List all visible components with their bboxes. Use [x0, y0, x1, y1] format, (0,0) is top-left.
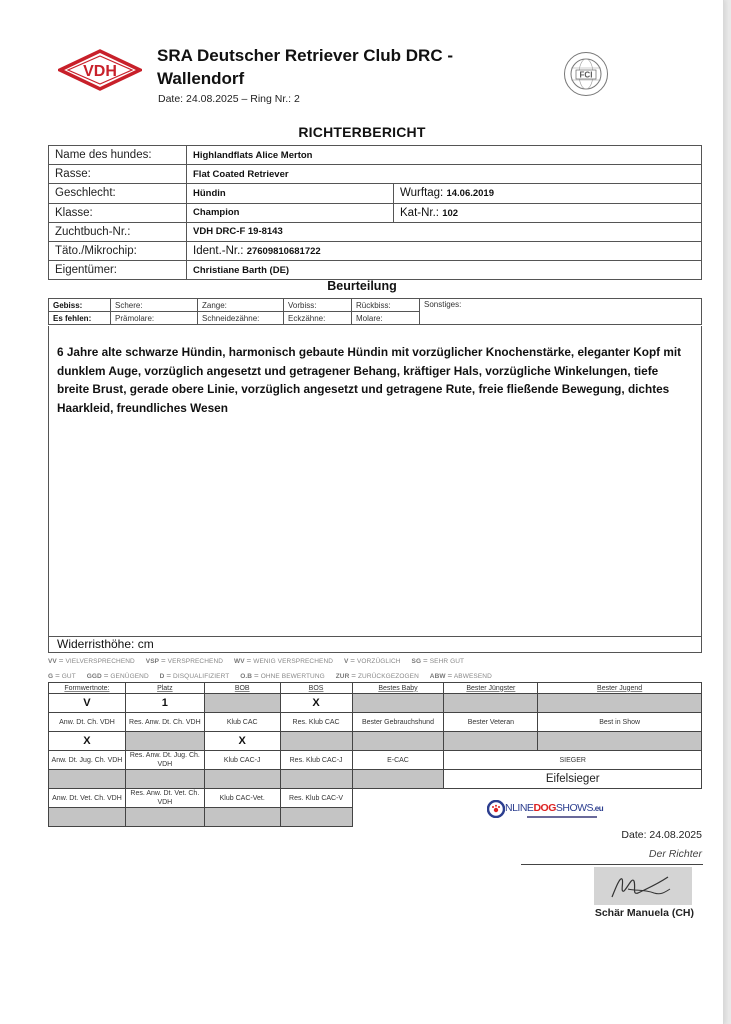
dog-class: Champion: [187, 203, 394, 222]
chip-label: Täto./Mikrochip:: [49, 241, 187, 260]
report-title: RICHTERBERICHT: [298, 124, 426, 140]
placement-value: 1: [125, 694, 204, 713]
breed-label: Rasse:: [49, 165, 187, 184]
legend-abbr: O.B: [240, 673, 253, 680]
owner-label: Eigentümer:: [49, 261, 187, 280]
title-value: [280, 732, 352, 751]
teeth-cell: Eckzähne:: [284, 312, 352, 325]
assessment-text: 6 Jahre alte schwarze Hündin, harmonisch gebaute Hündin mit vorzüglicher Knochenstärke, eleganter Kopf mit dunklem Auge, vorzüglich angesetzt und getragener Behang, kräftiger Hals, vorzügliche Winkelungen, tiefe breite Brust, gerade obere Linie, vorzüglich angesetzt und getragene Rute, freie fließende Bewegung, dichtes Haarkleid, freundliches Wesen: [48, 326, 702, 637]
table-row: [49, 770, 702, 789]
missing-label: Es fehlen:: [49, 312, 111, 325]
legend-abbr: VV: [48, 658, 57, 665]
title-label: Bester Veteran: [444, 713, 538, 732]
table-row: [49, 241, 702, 260]
onlinedogshows-wordmark: NLINEDOGSHOWS.eu: [505, 802, 604, 814]
title-label: Klub CAC-Vet.: [204, 789, 280, 808]
dog-sex: Hündin: [187, 184, 394, 203]
teeth-label: Gebiss:: [49, 299, 111, 312]
title-label: Best in Show: [538, 713, 702, 732]
catalog-label: Kat-Nr.:: [400, 206, 439, 219]
judge-name: Schär Manuela (CH): [594, 907, 694, 919]
teeth-cell: Rückbiss:: [352, 299, 420, 312]
table-row: [49, 299, 702, 312]
legend-abbr: G: [48, 673, 54, 680]
title-label: Anw. Dt. Ch. VDH: [49, 713, 126, 732]
title-value: [125, 808, 204, 827]
grade-value: V: [49, 694, 126, 713]
birth-cell: [394, 184, 702, 203]
tagline-bar: [527, 816, 597, 818]
table-row: [49, 203, 702, 222]
signature-date: Date: 24.08.2025: [621, 829, 702, 841]
onlinedogshows-logo: [487, 799, 613, 823]
title-value: X: [49, 732, 126, 751]
legend-text: ZURÜCKGEZOGEN: [357, 673, 419, 680]
dog-breed: Flat Coated Retriever: [187, 165, 702, 184]
legend-text: GENÜGEND: [110, 673, 149, 680]
title-label: Res. Anw. Dt. Vet. Ch. VDH: [125, 789, 204, 808]
fci-logo-icon: [563, 51, 609, 97]
date-ring: Date: 24.08.2025 – Ring Nr.: 2: [158, 93, 300, 105]
catalog-number: 102: [442, 207, 459, 219]
table-row: [49, 751, 702, 770]
judge-role: Der Richter: [648, 848, 702, 860]
studbook-label: Zuchtbuch-Nr.:: [49, 222, 187, 241]
legend-abbr: VSP: [145, 658, 160, 665]
legend-abbr: ABW: [429, 673, 446, 680]
legend-abbr: D: [159, 673, 165, 680]
owner-name: Christiane Barth (DE): [187, 261, 702, 280]
title-label: Klub CAC-J: [204, 751, 280, 770]
title-label: Anw. Dt. Vet. Ch. VDH: [49, 789, 126, 808]
best-baby-value: [352, 694, 444, 713]
table-row: [49, 694, 702, 713]
legend-abbr: SG: [411, 658, 422, 665]
legend-abbr: V: [343, 658, 349, 665]
title-label: Res. Klub CAC-J: [280, 751, 352, 770]
title-value: [280, 770, 352, 789]
table-row: [49, 732, 702, 751]
svg-text:FCI: FCI: [579, 70, 593, 80]
chip-number: 27609810681722: [246, 246, 321, 258]
catalog-cell: [394, 203, 702, 222]
legend-text: OHNE BEWERTUNG: [260, 673, 325, 680]
title-label: SIEGER: [444, 751, 702, 770]
legend-text: DISQUALIFIZIERT: [173, 673, 230, 680]
grade-legend-line1: VV = VIELVERSPRECHEND VSP = VERSPRECHEND WV = WENIG VERSPRECHEND V = VORZÜGLICH SG = SEHR GUT: [48, 656, 465, 665]
table-row: [49, 261, 702, 280]
withers-height: Widerristhöhe: cm: [48, 636, 702, 653]
studbook-number: VDH DRC-F 19-8143: [187, 222, 702, 241]
title-value: [204, 808, 280, 827]
paw-circle-icon: [487, 800, 505, 818]
teeth-table: [48, 298, 702, 325]
teeth-cell: Zange:: [198, 299, 284, 312]
vdh-logo-icon: [58, 49, 142, 91]
title-label: E-CAC: [352, 751, 444, 770]
table-row: [49, 146, 702, 165]
title-label: Res. Anw. Dt. Ch. VDH: [125, 713, 204, 732]
teeth-cell: Schere:: [111, 299, 198, 312]
title-value: [352, 770, 444, 789]
table-row: [49, 184, 702, 203]
title-value: [49, 770, 126, 789]
table-row: [49, 713, 702, 732]
title-label: Res. Klub CAC-V: [280, 789, 352, 808]
table-row: [49, 165, 702, 184]
header-cell: Bestes Baby: [352, 683, 444, 694]
title-value: [125, 732, 204, 751]
title-value: [204, 770, 280, 789]
chip-cell: [187, 241, 702, 260]
header-cell: BOS: [280, 683, 352, 694]
teeth-cell: Vorbiss:: [284, 299, 352, 312]
header-cell: BOB: [204, 683, 280, 694]
title-label: Res. Anw. Dt. Jug. Ch. VDH: [125, 751, 204, 770]
title-value: [352, 732, 444, 751]
title-value: [444, 732, 538, 751]
sex-label: Geschlecht:: [49, 184, 187, 203]
name-label: Name des hundes:: [49, 146, 187, 165]
title-label: Bester Gebrauchshund: [352, 713, 444, 732]
legend-abbr: WV: [233, 658, 245, 665]
chip-prefix: Ident.-Nr.:: [193, 245, 244, 258]
signature-scribble-icon: [594, 867, 692, 905]
sieger-value: Eifelsieger: [444, 770, 702, 789]
best-junior-value: [538, 694, 702, 713]
club-title: SRA Deutscher Retriever Club DRC - Wallendorf: [157, 46, 453, 88]
legend-text: VERSPRECHEND: [167, 658, 224, 665]
table-row: [49, 683, 702, 694]
legend-text: VIELVERSPRECHEND: [65, 658, 135, 665]
title-label: Klub CAC: [204, 713, 280, 732]
header-cell: Platz: [125, 683, 204, 694]
assessment-title: Beurteilung: [327, 279, 397, 293]
dog-info-table: [48, 145, 702, 280]
birth-date: 14.06.2019: [446, 188, 494, 200]
grade-legend-line2: G = GUT GGD = GENÜGEND D = DISQUALIFIZIERT O.B = OHNE BEWERTUNG ZUR = ZURÜCKGEZOGEN ABW = ABWESEND: [48, 671, 492, 680]
legend-abbr: GGD: [86, 673, 102, 680]
legend-text: ABWESEND: [453, 673, 492, 680]
class-label: Klasse:: [49, 203, 187, 222]
dog-name: Highlandflats Alice Merton: [187, 146, 702, 165]
legend-text: WENIG VERSPRECHEND: [253, 658, 334, 665]
title-label: Res. Klub CAC: [280, 713, 352, 732]
best-minor-value: [444, 694, 538, 713]
title-value: [280, 808, 352, 827]
signature-image: [594, 867, 692, 905]
header-cell: Bester Jugend: [538, 683, 702, 694]
title-label: Anw. Dt. Jug. Ch. VDH: [49, 751, 126, 770]
bos-value: X: [280, 694, 352, 713]
title-value: [125, 770, 204, 789]
svg-text:VDH: VDH: [83, 63, 117, 80]
teeth-cell: Molare:: [352, 312, 420, 325]
header-cell: Formwertnote:: [49, 683, 126, 694]
title-value: [538, 732, 702, 751]
legend-text: SEHR GUT: [429, 658, 465, 665]
teeth-cell: Schneidezähne:: [198, 312, 284, 325]
birth-label: Wurftag:: [400, 187, 444, 200]
legend-abbr: ZUR: [335, 673, 350, 680]
title-value: X: [204, 732, 280, 751]
teeth-cell: Prämolare:: [111, 312, 198, 325]
bob-value: [204, 694, 280, 713]
title-value: [49, 808, 126, 827]
table-row: [49, 222, 702, 241]
legend-text: VORZÜGLICH: [356, 658, 401, 665]
teeth-other: Sonstiges:: [420, 299, 702, 325]
legend-text: GUT: [61, 673, 76, 680]
signature-line: [521, 864, 703, 865]
header-cell: Bester Jüngster: [444, 683, 538, 694]
